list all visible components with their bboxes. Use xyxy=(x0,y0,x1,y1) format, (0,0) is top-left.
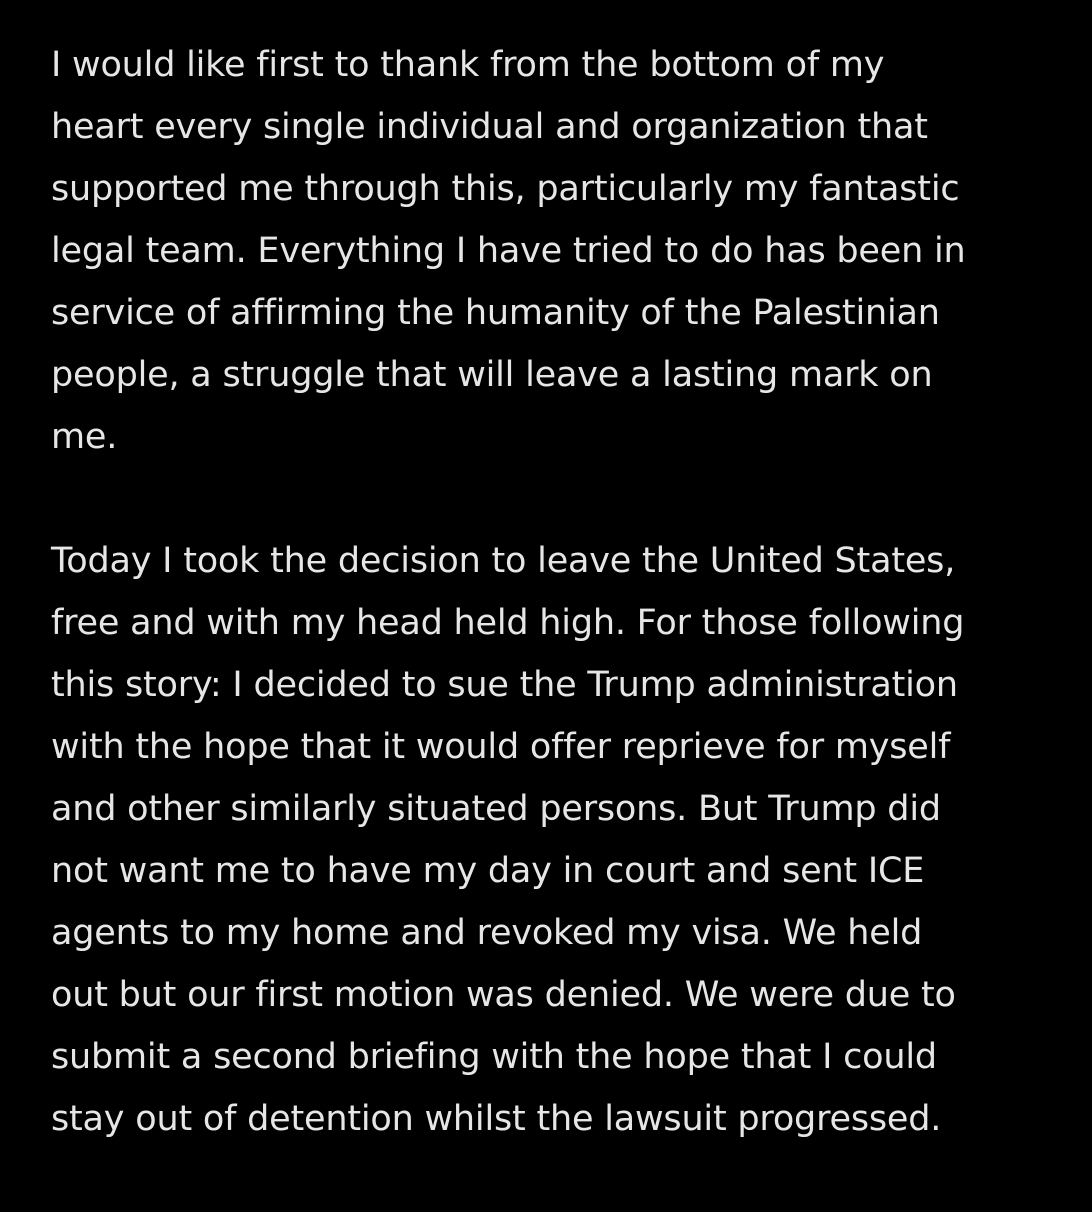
statement-text xyxy=(51,34,1051,1212)
text-line: this story: I decided to sue the Trump administration xyxy=(51,665,958,705)
text-line: service of affirming the humanity of the Palestinian xyxy=(51,293,940,333)
text-line: I would like first to thank from the bottom of my xyxy=(51,45,885,85)
paragraph-1 xyxy=(51,34,1051,468)
text-line: not want me to have my day in court and sent ICE xyxy=(51,851,925,891)
text-line: heart every single individual and organization that xyxy=(51,107,928,147)
text-line: free and with my head held high. For those following xyxy=(51,603,965,643)
text-line: with the hope that it would offer reprieve for myself xyxy=(51,727,951,767)
text-line: out but our first motion was denied. We were due to xyxy=(51,975,956,1015)
text-line: agents to my home and revoked my visa. We held xyxy=(51,913,923,953)
text-line: me. xyxy=(51,417,118,457)
text-line: legal team. Everything I have tried to do has been in xyxy=(51,231,966,271)
text-line: supported me through this, particularly my fantastic xyxy=(51,169,960,209)
paragraph-break xyxy=(51,468,1051,530)
text-line xyxy=(51,1150,1051,1212)
text-line: submit a second briefing with the hope that I could xyxy=(51,1037,937,1077)
paragraph-2 xyxy=(51,530,1051,1212)
text-line: Today I took the decision to leave the United States, xyxy=(51,541,956,581)
text-line: people, a struggle that will leave a lasting mark on xyxy=(51,355,933,395)
text-line: stay out of detention whilst the lawsuit progressed. xyxy=(51,1099,942,1139)
text-line: and other similarly situated persons. But Trump did xyxy=(51,789,941,829)
